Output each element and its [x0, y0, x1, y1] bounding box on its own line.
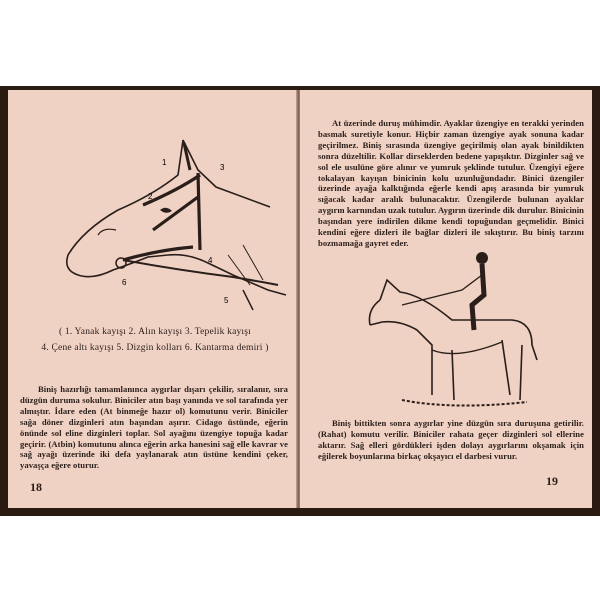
- bridle-label-4: 4: [208, 256, 213, 265]
- body-paragraph: Biniş hazırlığı tamamlanınca aygırlar dışarı çekilir, sıralanır, sıra düzgün duruma sokulur. Biniciler atın başı yanında ve sol tarafında yer almıştır. İdare eden (At binmeğe hazır ol) komutunu verir. Biniciler sağa döner dizginleri atın başından aşırır. Cidago üstünde, eğerin önünde sol eline dizginleri toplar. Sol ayağını üzengiye topuğa kadar geçirir. (Atbin) komutunu alınca eğerin arka hanesini sağ elle kavrar ve sağ ayağı üzerinde iki defa yaylanarak atın üstüne kendini çeker, yavaşça eğere oturur.: [20, 384, 288, 471]
- left-page: [8, 90, 297, 508]
- bridle-label-1: 1: [162, 158, 167, 167]
- horse-rider-illustration: [362, 250, 542, 420]
- bridle-label-6: 6: [122, 278, 127, 287]
- bridle-label-5: 5: [224, 296, 229, 305]
- body-paragraph-bottom: Biniş bittikten sonra aygırlar yine düzgün sıra duruşuna getirilir. (Rahat) komutu verilir. Biniciler rahata geçer dizginleri sol ellerine aktarır. Sağ elleri gördükleri işden dolayı aygırlarını okşamak için eğilerek boyunlarına birkaç okşayıcı el darbesi vurur.: [318, 418, 584, 461]
- page-number: 18: [30, 480, 42, 494]
- page-number: 19: [546, 474, 558, 488]
- caption-line-2: 4. Çene altı kayışı 5. Dizgin kolları 6. Kantarma demiri ): [41, 343, 269, 353]
- horse-head-bridle-illustration: [58, 135, 288, 315]
- bridle-label-3: 3: [220, 163, 225, 172]
- bridle-label-2: 2: [148, 192, 153, 201]
- body-paragraph-top: At üzerinde duruş mühimdir. Ayaklar üzengiye en terakki yerinden basmak suretiyle konur. Hiçbir zaman üzengiye ayak sonuna kadar geçirilmez. Biniş sırasında üzengiye geçirilmiş olan ayak binildikten sonra düzeltilir. Kollar dirseklerden bedene yapışıktır. Dizginler sağ ve sol ele usulüne göre alınır ve yumruk şeklinde tutulur. Üzengiyi eğere tokalayan kayışın binicinin kolu uzunluğundadır. Binici üzengiler üzerinde ayağa kalktığında eğerle kendi apış arasında bir yumruk sığacak kadar aralık bulunacaktır. Üzengilerde bulunan ayaklar aygırın karnından uzak tutulur. Aygırın üzerinde dik durulur. Binicinin başından yere indirilen dikme kendi topuğundan geçmelidir. Binici kendini eğere dizleri ile bağlar dizleri ile sıkıştırır. Bu biniş tarzını bozmamağa gayret eder.: [318, 118, 584, 248]
- open-book: [0, 86, 600, 516]
- caption-line-1: ( 1. Yanak kayışı 2. Alın kayışı 3. Tepelik kayışı: [58, 327, 252, 337]
- right-page: [300, 90, 592, 508]
- figure-caption: [30, 324, 280, 356]
